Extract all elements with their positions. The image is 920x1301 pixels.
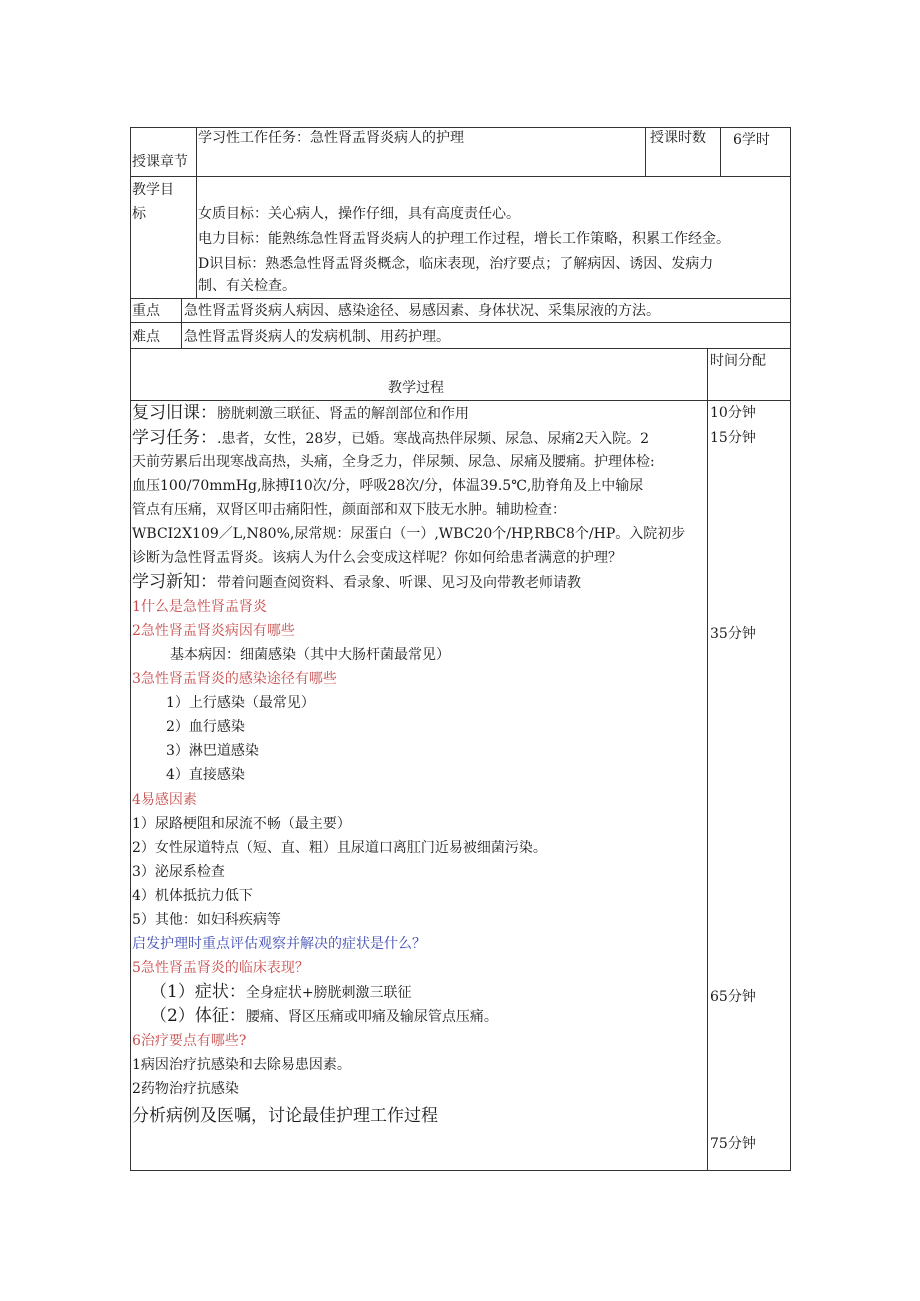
knowledge-objective-2: 制、有关检查。 (198, 278, 296, 294)
task-line-6: 诊断为急性肾盂肾炎。该病人为什么会变成这样呢？你如何给患者满意的护理？ (132, 550, 622, 566)
review-line (132, 402, 469, 425)
question-4: 4易感因素 (132, 792, 197, 808)
hours-label: 授课时数 (650, 130, 706, 146)
symptom-text: 全身症状+膀胱刺激三联征 (245, 985, 412, 1001)
review-text: 膀胱刺激三联征、肾盂的解剖部位和作用 (217, 406, 469, 422)
route-2: 2）血行感染 (166, 719, 245, 735)
task-line-1 (132, 427, 649, 450)
time-analysis: 75分钟 (710, 1136, 756, 1152)
treatment-1: 1病因治疗抗感染和去除易患因素。 (132, 1057, 351, 1073)
question-1: 1什么是急性肾盂肾炎 (132, 599, 267, 615)
difficulty-text: 急性肾盂肾炎病人的发病机制、用药护理。 (184, 329, 450, 345)
key-point-label: 重点 (132, 303, 160, 319)
new-knowledge-text: 带着问题查阅资料、看录象、听课、见习及向带教老师请教 (217, 575, 581, 591)
route-4: 4）直接感染 (166, 767, 245, 783)
table-rule (707, 348, 708, 1171)
chapter-label: 授课章节 (132, 154, 188, 170)
new-knowledge-label: 学习新知： (132, 572, 217, 592)
table-rule (720, 127, 721, 177)
task-label: 学习任务： (132, 428, 217, 448)
time-new-knowledge: 35分钟 (710, 626, 756, 642)
new-knowledge-line (132, 571, 581, 594)
sign-text: 腰痛、肾区压痛或叩痛及输尿管点压痛。 (245, 1009, 498, 1025)
process-title: 教学过程 (388, 380, 444, 396)
table-border-bottom (130, 1170, 791, 1171)
table-rule (645, 127, 646, 177)
objectives-label-2: 标 (132, 206, 146, 222)
sign-line (150, 1005, 498, 1028)
review-label: 复习旧课： (132, 403, 217, 423)
symptom-line (150, 981, 412, 1004)
question-3: 3急性肾盂肾炎的感染途径有哪些 (132, 671, 337, 687)
symptom-label: （1）症状： (150, 982, 246, 1002)
factor-4: 4）机体抵抗力低下 (132, 888, 253, 904)
guiding-question: 启发护理时重点评估观察并解决的症状是什么？ (132, 936, 426, 952)
knowledge-objective-1: D识目标：熟悉急性肾盂肾炎概念，临床表现，治疗要点；了解病因、诱因、发病力 (198, 256, 714, 272)
factor-2: 2）女性尿道特点（短、直、粗）且尿道口离肛门近易被细菌污染。 (132, 840, 547, 856)
table-border-left (130, 127, 131, 1171)
task-line-2: 天前劳累后出现寒战高热，头痛，全身乏力，伴尿频、尿急、尿痛及腰痛。护理体检: (132, 454, 655, 470)
treatment-2: 2药物治疗抗感染 (132, 1081, 239, 1097)
time-allocation-label: 时间分配 (710, 353, 766, 369)
time-clinical: 65分钟 (710, 989, 756, 1005)
table-rule (196, 127, 197, 299)
task-title: 学习性工作任务：急性肾盂肾炎病人的护理 (198, 130, 464, 146)
hours-value: 6学时 (733, 132, 770, 148)
question-6: 6治疗要点有哪些? (132, 1033, 247, 1049)
basic-cause: 基本病因：细菌感染（其中大肠杆菌最常见） (170, 647, 450, 663)
difficulty-label: 难点 (132, 329, 160, 345)
factor-1: 1）尿路梗阻和尿流不畅（最主要） (132, 816, 351, 832)
table-rule (130, 322, 791, 323)
route-3: 3）淋巴道感染 (166, 743, 259, 759)
table-rule (130, 176, 791, 177)
task-line-3: 血压100/70mmHg,脉搏I10次/分，呼吸28次/分，体温39.5℃,肋脊角及上中输尿 (132, 478, 644, 494)
question-2: 2急性肾盂肾炎病因有哪些 (132, 623, 295, 639)
question-5: 5急性肾盂肾炎的临床表现？ (132, 960, 309, 976)
factor-3: 3）泌尿系检查 (132, 864, 225, 880)
task-line-5: WBCI2X109／L,N80%,尿常规：尿蛋白（一）,WBC20个/HP,RBC8个/HP。入院初步 (132, 526, 686, 542)
ability-objective: 电力目标：能熟练急性肾盂肾炎病人的护理工作过程，增长工作策略，积累工作经金。 (198, 231, 730, 247)
analysis-heading: 分析病例及医嘱，讨论最佳护理工作过程 (132, 1106, 438, 1126)
table-rule (181, 298, 182, 349)
time-review: 10分钟 (710, 405, 756, 421)
quality-objective: 女质目标：关心病人，操作仔细，具有高度责任心。 (198, 206, 520, 222)
task-case-text: .患者，女性，28岁，已婚。寒战高热伴尿频、尿急、尿痛2天入院。2 (217, 431, 650, 447)
task-line-4: 管点有压痛，双肾区叩击痛阳性，颜面部和双下肢无水肿。辅助检查： (132, 502, 566, 518)
table-rule (130, 298, 791, 299)
objectives-label-1: 教学目 (132, 182, 174, 198)
sign-label: （2）体征： (150, 1006, 246, 1026)
time-task: 15分钟 (710, 430, 756, 446)
factor-5: 5）其他：如妇科疾病等 (132, 912, 281, 928)
table-rule (130, 400, 791, 401)
route-1: 1）上行感染（最常见） (166, 695, 315, 711)
key-point-text: 急性肾盂肾炎病人病因、感染途径、易感因素、身体状况、采集尿液的方法。 (184, 303, 660, 319)
table-border-right (790, 127, 791, 1171)
table-rule (130, 348, 791, 349)
